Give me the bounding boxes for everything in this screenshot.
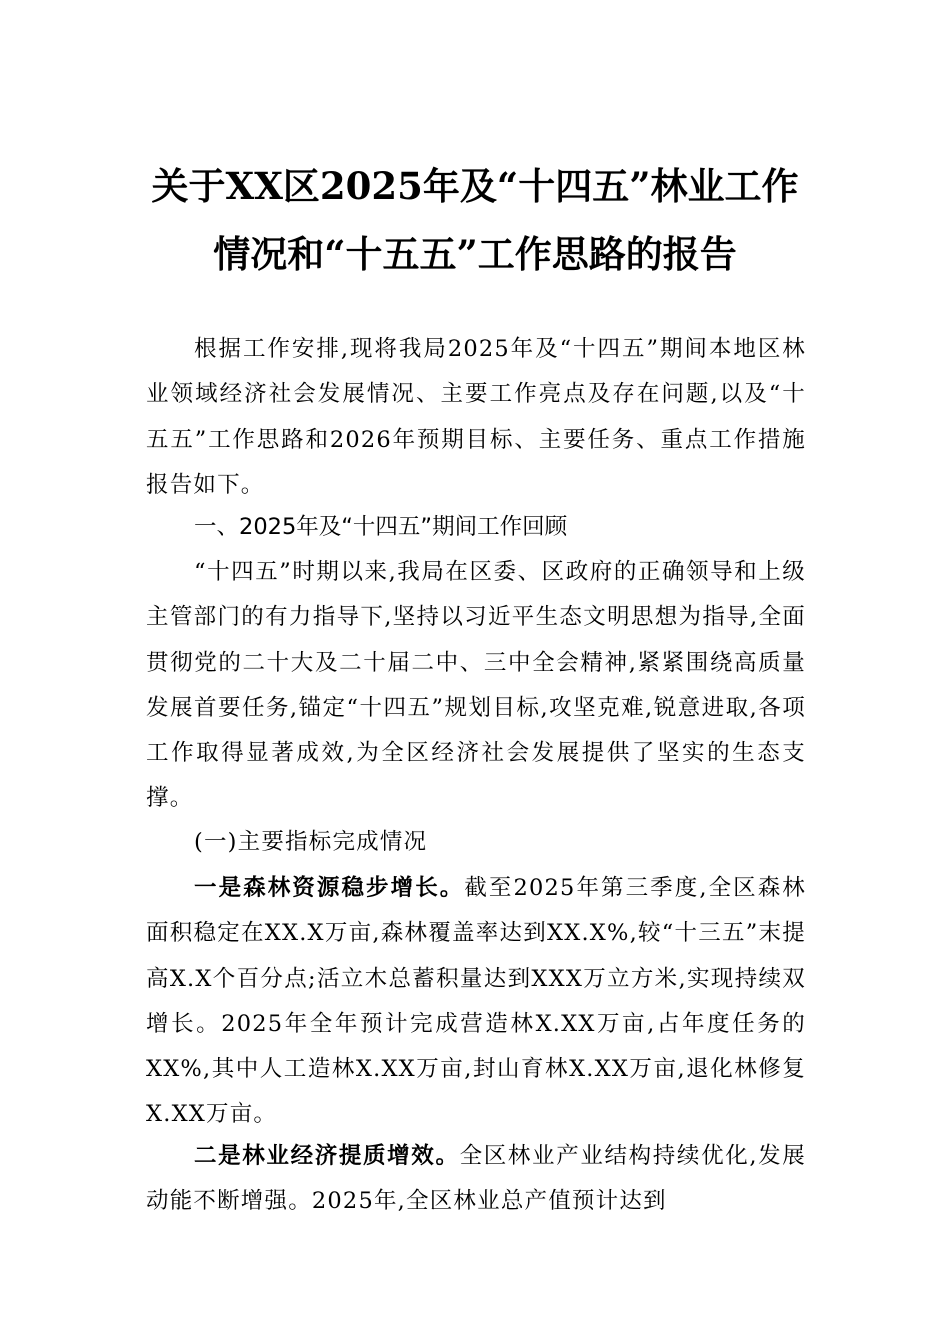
item-2-paragraph <box>146 1134 806 1225</box>
item-1-lead: 一是森林资源稳步增长。 <box>194 875 465 901</box>
item-2-text: 全区林业产业结构持续优化,发展动能不断增强。2025年,全区林业总产值预计达到 <box>146 1143 807 1215</box>
document-title-line-1: 关于XX区2025年及“十四五”林业工作 <box>151 164 799 208</box>
intro-paragraph: 根据工作安排,现将我局2025年及“十四五”期间本地区林业领域经济社会发展情况、主要工作亮点及存在问题,以及“十五五”工作思路和2026年预期目标、主要任务、重点工作措施报告如下。 <box>146 336 806 498</box>
document-title-line-2: 情况和“十五五”工作思路的报告 <box>213 232 737 276</box>
section-1-heading: 一、2025年及“十四五”期间工作回顾 <box>194 514 568 540</box>
section-1-paragraph: “十四五”时期以来,我局在区委、区政府的正确领导和上级主管部门的有力指导下,坚持以习近平生态文明思想为指导,全面贯彻党的二十大及二十届二中、三中全会精神,紧紧围绕高质量发展首要任务,锚定“十四五”规划目标,攻坚克难,锐意进取,各项工作取得显著成效,为全区经济社会发展提供了坚实的生态支撑。 <box>146 559 806 812</box>
item-1-text: 截至2025年第三季度,全区森林面积稳定在XX.X万亩,森林覆盖率达到XX.X%,较“十三五”末提高X.X个百分点;活立木总蓄积量达到XXX万立方米,实现持续双增长。2025年全年预计完成营造林X.XX万亩,占年度任务的XX%,其中人工造林X.XX万亩,封山育林X.XX万亩,退化林修复X.XX万亩。 <box>146 875 806 1128</box>
item-1-paragraph <box>146 866 806 1138</box>
item-2-lead: 二是林业经济提质增效。 <box>194 1143 460 1169</box>
subsection-1-heading: (一)主要指标完成情况 <box>194 829 428 855</box>
